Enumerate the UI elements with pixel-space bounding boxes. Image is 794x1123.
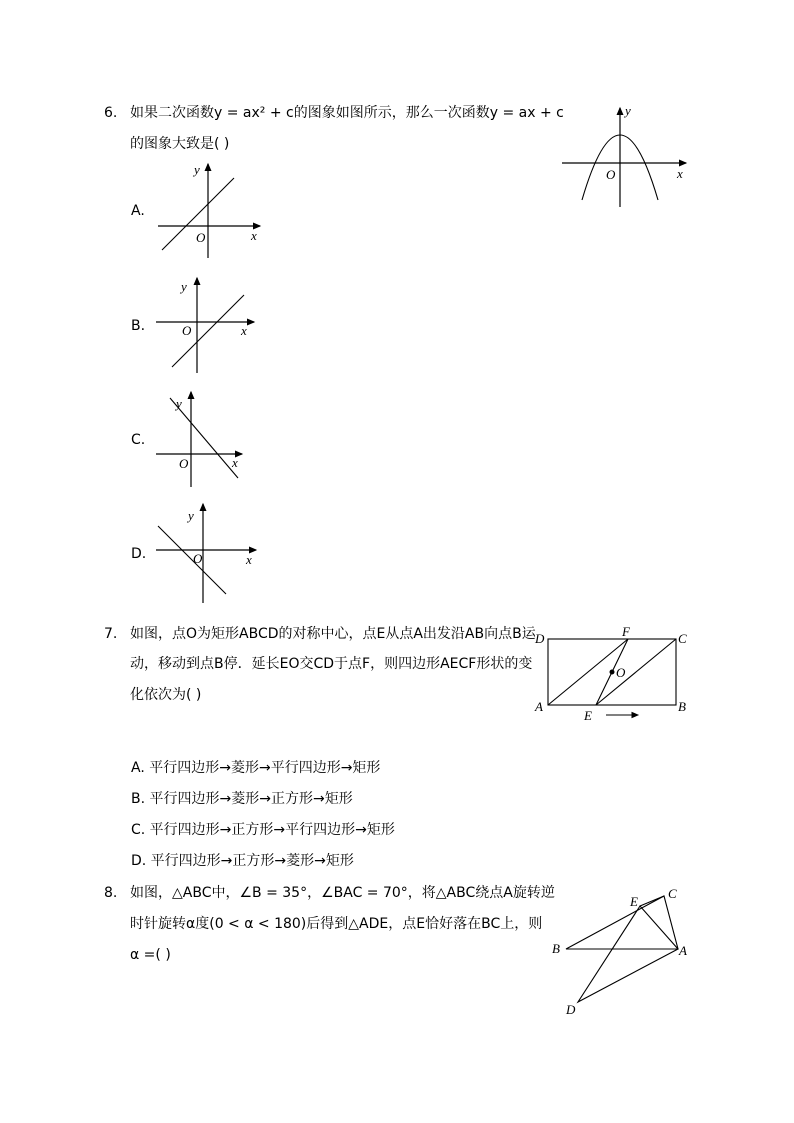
- q7-text-line3: 化依次为( ): [130, 687, 202, 703]
- q8-segment-ec: [640, 896, 664, 906]
- q7-option-b[interactable]: B. 平行四边形→菱形→正方形→矩形: [131, 791, 353, 807]
- q8-number: 8.: [104, 885, 118, 901]
- q6d-line: [158, 526, 226, 594]
- q8-label-e: E: [630, 894, 638, 909]
- q6b-y-label: y: [181, 279, 187, 294]
- q8-text-line3: α =( ): [130, 947, 171, 963]
- q6-option-b-label[interactable]: B.: [131, 318, 146, 334]
- q8-label-b: B: [552, 941, 560, 956]
- q7-label-o: O: [616, 665, 626, 680]
- q7-label-b: B: [678, 699, 686, 714]
- q7-label-a: A: [535, 699, 543, 714]
- q6-option-c-label[interactable]: C.: [131, 432, 146, 448]
- q6-parabola-figure: [558, 100, 698, 210]
- q8-label-c: C: [668, 886, 677, 901]
- q6b-x-label: x: [241, 323, 247, 338]
- q6a-y-label: y: [194, 162, 200, 177]
- q6c-x-label: x: [232, 455, 238, 470]
- q8-triangle-ade: [578, 906, 678, 1002]
- q6-option-a-label[interactable]: A.: [131, 203, 145, 219]
- q6-fig-origin: O: [606, 167, 616, 182]
- q6-text-line1: 如果二次函数y = ax² + c的图象如图所示，那么一次函数y = ax + c: [130, 105, 564, 121]
- q7-label-d: D: [535, 631, 545, 646]
- q6-option-b-graph[interactable]: [154, 275, 274, 375]
- q6-option-d-label[interactable]: D.: [131, 546, 147, 562]
- q6-option-d-graph[interactable]: [154, 500, 274, 605]
- q8-text-line1: 如图，△ABC中，∠B = 35°，∠BAC = 70°，将△ABC绕点A旋转逆: [130, 885, 555, 901]
- q7-number: 7.: [104, 626, 118, 642]
- q8-label-a: A: [679, 943, 687, 958]
- q7-center-point: [610, 670, 615, 675]
- q8-triangle-abc: [566, 896, 678, 949]
- q6d-x-label: x: [246, 552, 252, 567]
- q7-label-c: C: [678, 631, 687, 646]
- q8-label-d: D: [566, 1002, 576, 1017]
- q7-option-d[interactable]: D. 平行四边形→正方形→菱形→矩形: [131, 853, 354, 869]
- q6-number: 6.: [104, 105, 118, 121]
- q8-triangle-figure: [548, 882, 708, 1022]
- q7-label-f: F: [622, 624, 630, 639]
- q6-fig-x-label: x: [677, 166, 683, 181]
- q6-option-a-graph[interactable]: [156, 160, 276, 260]
- q6-fig-y-label: y: [625, 103, 631, 118]
- q8-text-line2: 时针旋转α度(0 < α < 180)后得到△ADE，点E恰好落在BC上，则: [130, 916, 543, 932]
- q6d-origin: O: [193, 551, 203, 566]
- q7-text-line1: 如图，点O为矩形ABCD的对称中心，点E从点A出发沿AB向点B运: [130, 626, 536, 642]
- q6c-y-label: y: [176, 396, 182, 411]
- q7-option-a[interactable]: A. 平行四边形→菱形→平行四边形→矩形: [131, 760, 381, 776]
- q6-option-c-graph[interactable]: [154, 390, 274, 490]
- q6c-origin: O: [179, 456, 189, 471]
- q6-text-line2: 的图象大致是( ): [130, 136, 230, 152]
- q7-text-line2: 动，移动到点B停．延长EO交CD于点F，则四边形AECF形状的变: [130, 656, 533, 672]
- q6a-x-label: x: [251, 228, 257, 243]
- q6a-origin: O: [196, 230, 206, 245]
- q6b-origin: O: [182, 323, 192, 338]
- q7-rectangle-figure: [530, 625, 700, 725]
- q7-segment-ec: [596, 639, 676, 705]
- q7-label-e: E: [584, 708, 592, 723]
- q7-option-c[interactable]: C. 平行四边形→正方形→平行四边形→矩形: [131, 822, 395, 838]
- q6d-y-label: y: [188, 508, 194, 523]
